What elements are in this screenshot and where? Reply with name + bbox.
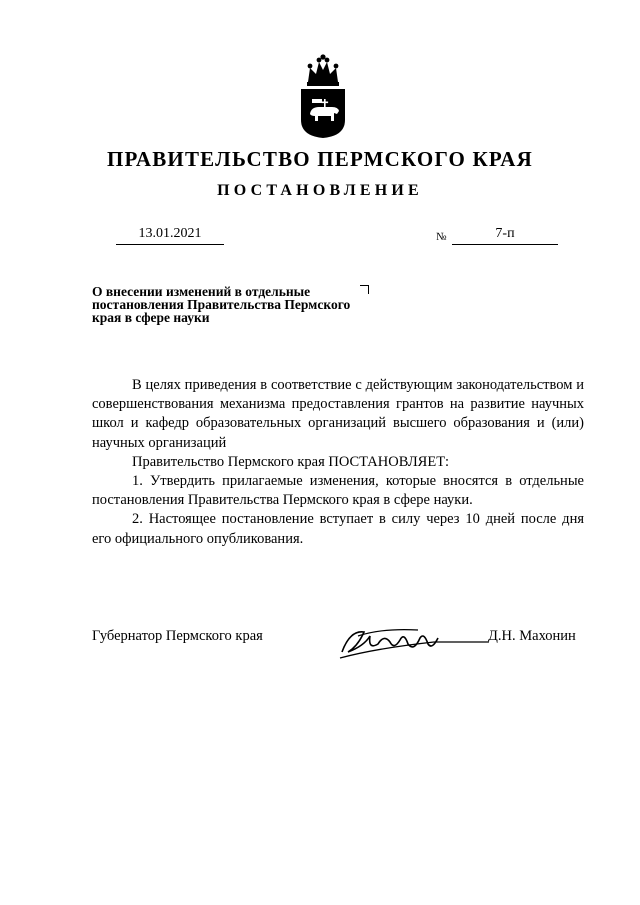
handwritten-signature bbox=[338, 622, 488, 664]
preamble-paragraph: В целях приведения в соответствие с действующим законодательством и совершенствования механизма предоставления грантов на развитие научных школ и кафедр образовательных организаций высшего образования и (или) научных организаций bbox=[92, 377, 584, 451]
perm-krai-coat-of-arms-icon bbox=[294, 52, 352, 140]
document-type: ПОСТАНОВЛЕНИЕ bbox=[217, 182, 423, 199]
government-title: ПРАВИТЕЛЬСТВО ПЕРМСКОГО КРАЯ bbox=[106, 147, 533, 171]
decree-paragraph: Правительство Пермского края ПОСТАНОВЛЯЕТ: bbox=[132, 453, 450, 470]
item-2-paragraph: 2. Настоящее постановление вступает в силу через 10 дней после дня его официального опубликования. bbox=[92, 511, 584, 547]
signer-position: Губернатор Пермского края bbox=[92, 628, 263, 644]
signer-name: Д.Н. Махонин bbox=[488, 628, 576, 644]
number-sign: № bbox=[436, 231, 447, 243]
document-subject: О внесении изменений в отдельные постановления Правительства Пермского края в сфере науки bbox=[92, 284, 351, 325]
corner-mark bbox=[360, 285, 369, 294]
item-1-paragraph: 1. Утвердить прилагаемые изменения, которые вносятся в отдельные постановления Правительства Пермского края в сфере науки. bbox=[92, 473, 584, 509]
document-date: 13.01.2021 bbox=[116, 226, 224, 245]
document-body bbox=[92, 376, 584, 549]
document-number: 7-п bbox=[452, 226, 558, 245]
